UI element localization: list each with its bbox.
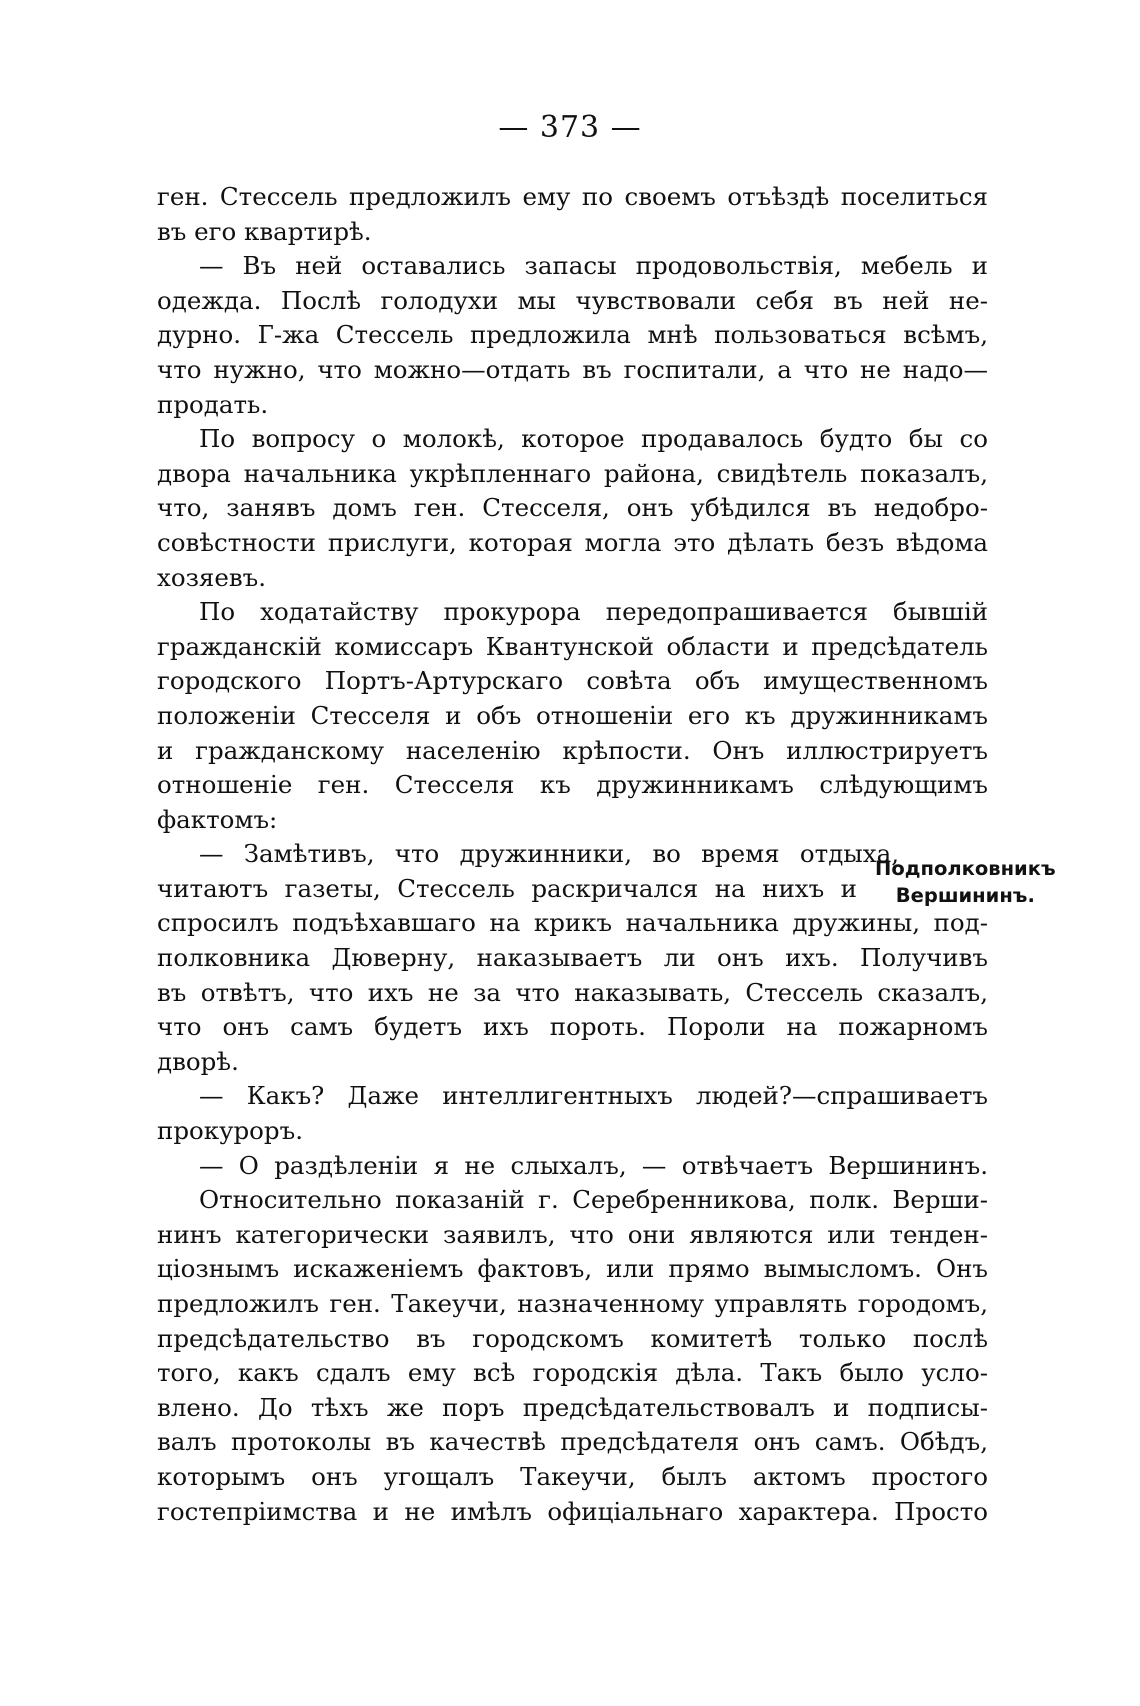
text-line: предложилъ ген. Такеучи, назначенному управлять городомъ, (157, 1289, 988, 1318)
text-line: прокуроръ. (157, 1116, 303, 1146)
text-line: нинъ категорически заявилъ, что они являются или тенден- (157, 1219, 988, 1249)
text-line: дурно. Г-жа Стессель предложила мнѣ пользоваться всѣмъ, (157, 320, 988, 350)
text-line: что, занявъ домъ ген. Стесселя, онъ убѣдился въ недобро- (157, 493, 988, 523)
text-line: того, какъ сдалъ ему всѣ городскія дѣла. Такъ было усло- (157, 1358, 988, 1388)
text-line: дворѣ. (157, 1046, 239, 1076)
text-line: валъ протоколы въ качествѣ предсѣдателя онъ самъ. Обѣдъ, (157, 1427, 988, 1457)
text-line: — Въ ней оставались запасы продовольствія, мебель и (199, 251, 988, 281)
text-line: отношеніе ген. Стесселя къ дружинникамъ слѣдующимъ (157, 770, 988, 800)
margin-note-line: Подполковникъ (875, 857, 1056, 880)
margin-note-line: Вершининъ. (895, 884, 1035, 907)
text-line: которымъ онъ угощалъ Такеучи, былъ актомъ простого (157, 1461, 988, 1491)
text-line: По вопросу о молокѣ, которое продавалось будто бы со (199, 424, 988, 454)
text-line: читаютъ газеты, Стессель раскричался на нихъ и (157, 873, 857, 903)
text-line: въ его квартирѣ. (157, 216, 372, 246)
text-line: полковника Дюверну, наказываетъ ли онъ ихъ. Получивъ (157, 943, 988, 973)
text-line: — Какъ? Даже интеллигентныхъ людей?—спрашиваетъ (199, 1081, 988, 1111)
text-line: фактомъ: (157, 804, 278, 834)
text-line: двора начальника укрѣпленнаго района, свидѣтель показалъ, (157, 458, 988, 488)
text-line: въ отвѣтъ, что ихъ не за что наказывать, Стессель сказалъ, (157, 977, 988, 1007)
text-line: хозяевъ. (157, 562, 267, 592)
text-line: положеніи Стесселя и объ отношеніи его къ дружинникамъ (157, 700, 988, 730)
body-text (157, 180, 988, 1529)
text-line: и гражданскому населенію крѣпости. Онъ иллюстрируетъ (157, 735, 988, 765)
text-line: одежда. Послѣ голодухи мы чувствовали себя въ ней не- (157, 285, 988, 315)
text-line: — Замѣтивъ, что дружинники, во время отдыха, (199, 839, 899, 869)
text-line: Относительно показаній г. Серебренникова, полк. Верши- (199, 1185, 988, 1215)
text-line: совѣстности прислуги, которая могла это дѣлать безъ вѣдома (157, 527, 988, 557)
text-line: что онъ самъ будетъ ихъ пороть. Пороли на пожарномъ (157, 1012, 988, 1042)
text-line: спросилъ подъѣхавшаго на крикъ начальника дружины, под- (157, 908, 988, 938)
page-number: — 373 — (498, 110, 642, 145)
text-line: продать. (157, 389, 269, 419)
text-line: гражданскій комиссаръ Квантунской области и предсѣдатель (157, 631, 988, 661)
text-line: ціознымъ искаженіемъ фактовъ, или прямо вымысломъ. Онъ (157, 1254, 988, 1284)
text-line: — О раздѣленіи я не слыхалъ, — отвѣчаетъ Вершининъ. (199, 1150, 988, 1180)
text-line: ген. Стессель предложилъ ему по своемъ отъѣздѣ поселиться (157, 182, 988, 211)
text-line: что нужно, что можно—отдать въ госпитали, а что не надо— (157, 354, 988, 384)
text-line: По ходатайству прокурора передопрашивается бывшій (199, 597, 988, 627)
text-line: влено. До тѣхъ же поръ предсѣдательствовалъ и подписы- (157, 1392, 988, 1422)
text-line: предсѣдательство въ городскомъ комитетѣ только послѣ (157, 1323, 988, 1353)
text-line: городского Портъ-Артурскаго совѣта объ имущественномъ (157, 666, 988, 696)
margin-note (875, 855, 1056, 909)
text-line: гостепріимства и не имѣлъ офиціальнаго характера. Просто (157, 1496, 988, 1526)
